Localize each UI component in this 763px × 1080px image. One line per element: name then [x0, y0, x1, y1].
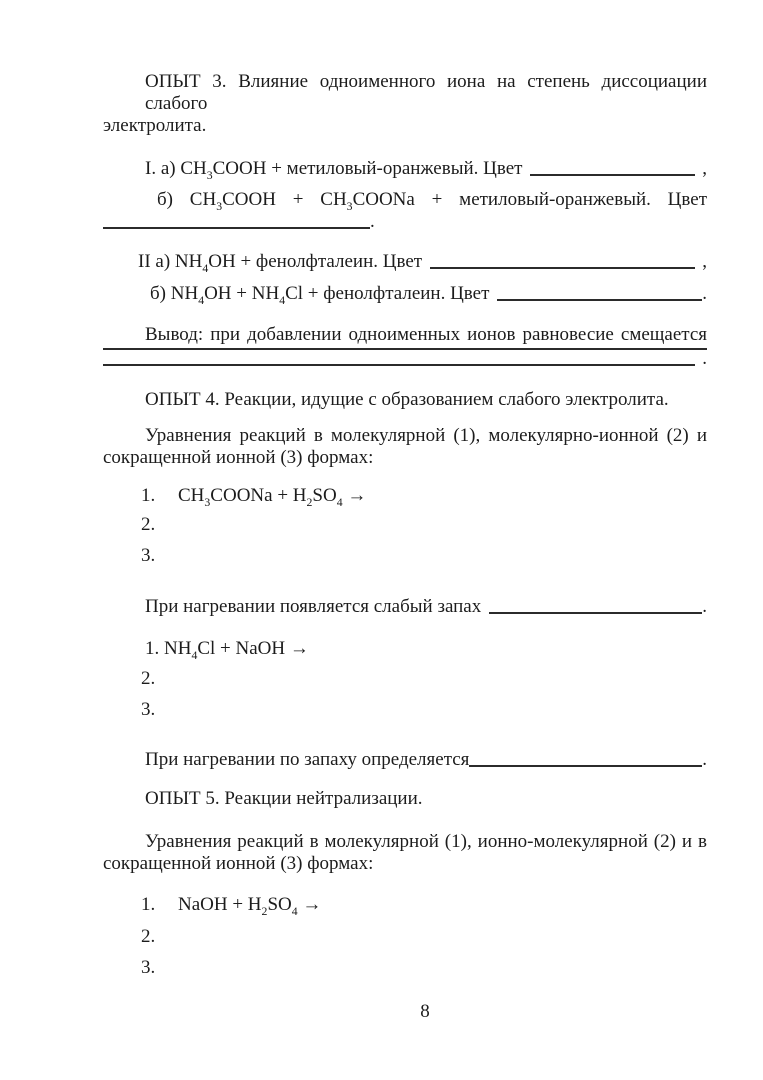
exp3-conclusion-tail: .	[702, 348, 707, 369]
exp3-item-i-b-tail: .	[370, 211, 375, 232]
exp4-note-1	[145, 596, 707, 618]
exp4-equation-1-formula: $CH_3COONa + H_2SO_4$ →	[178, 485, 367, 509]
fill-in-blank	[497, 299, 702, 301]
fill-in-blank	[469, 765, 702, 767]
exp3-title-line2: электролита.	[103, 115, 207, 136]
experiment-5-section	[103, 788, 707, 979]
exp3-item-i-a-label: I. а) $CH_3COOH$ + метиловый-оранжевый. Цвет	[145, 158, 523, 182]
exp4-equation-1-number: 1.	[141, 485, 156, 506]
exp4-intro-line2: сокращенной ионной (3) формах:	[103, 447, 374, 468]
exp3-item-ii-b-label: б) $NH_4OH + NH_4Cl$ + фенолфталеин. Цвет	[150, 283, 490, 307]
exp5-equation-1	[141, 894, 707, 916]
exp4-title: ОПЫТ 4. Реакции, идущие с образованием слабого электролита.	[145, 389, 669, 410]
exp4-note-1-text: При нагревании появляется слабый запах	[145, 596, 482, 617]
exp5-intro-line1: Уравнения реакций в молекулярной (1), ионно-молекулярной (2) и в	[145, 831, 707, 852]
exp3-item-ii-b-tail: .	[702, 283, 707, 304]
exp4-list-item-3: 3.	[141, 545, 156, 566]
exp3-item-ii-a-label: II а) $NH_4OH$ + фенолфталеин. Цвет	[138, 251, 423, 275]
exp3-conclusion-text: Вывод: при добавлении одноименных ионов равновесие смещается	[145, 324, 707, 345]
exp4-list-item-2b: 2.	[141, 668, 156, 689]
exp5-intro-line2: сокращенной ионной (3) формах:	[103, 853, 374, 874]
exp3-item-ii-a-tail: ,	[702, 251, 707, 272]
exp3-conclusion-blank-1	[103, 346, 707, 348]
fill-in-blank	[103, 364, 695, 366]
exp3-item-i-b-answer	[103, 211, 707, 233]
exp4-note-2-tail: .	[702, 749, 707, 770]
exp5-equation-1-number: 1.	[141, 894, 156, 915]
exp4-intro-line1: Уравнения реакций в молекулярной (1), молекулярно-ионной (2) и	[145, 425, 707, 446]
fill-in-blank	[103, 348, 707, 350]
exp5-title: ОПЫТ 5. Реакции нейтрализации.	[145, 788, 423, 809]
fill-in-blank	[430, 267, 695, 269]
exp5-list-item-3: 3.	[141, 957, 156, 978]
experiment-3-section	[103, 71, 707, 370]
exp3-item-i-a-tail: ,	[702, 158, 707, 179]
exp4-note-2-text: При нагревании по запаху определяется	[145, 749, 470, 770]
exp3-item-ii-b	[150, 283, 707, 305]
page-number: 8	[420, 1001, 430, 1022]
exp5-equation-1-formula: NaOH + $H_2SO_4$ →	[178, 894, 322, 918]
exp3-title-line1: ОПЫТ 3. Влияние одноименного иона на степень диссоциации слабого	[145, 71, 707, 114]
exp3-item-i-b-text: б) $CH_3COOH$ + $CH_3COONa$ + метиловый-оранжевый. Цвет	[157, 189, 708, 213]
exp4-list-item-2: 2.	[141, 514, 156, 535]
exp5-list-item-2: 2.	[141, 926, 156, 947]
exp4-note-1-tail: .	[702, 596, 707, 617]
exp3-conclusion-blank-2	[103, 348, 707, 370]
exp4-note-2	[145, 749, 707, 771]
fill-in-blank	[489, 612, 702, 614]
exp3-item-i-a	[145, 158, 707, 180]
exp3-item-ii-a	[138, 251, 707, 273]
fill-in-blank	[103, 227, 370, 229]
fill-in-blank	[530, 174, 695, 176]
exp4-equation-2: 1. $NH_4Cl$ + NaOH →	[145, 638, 309, 662]
exp4-list-item-3b: 3.	[141, 699, 156, 720]
experiment-4-section	[103, 389, 707, 771]
exp4-equation-1	[141, 485, 707, 507]
